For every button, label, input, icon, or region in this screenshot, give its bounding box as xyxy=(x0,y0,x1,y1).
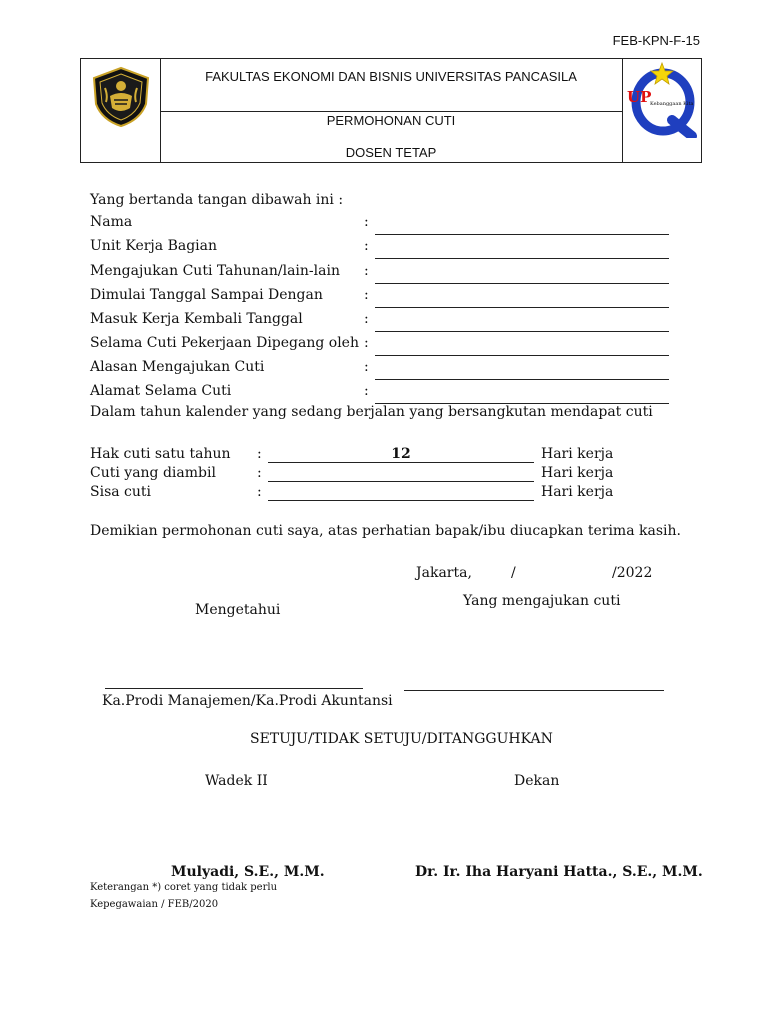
field-blank-line[interactable] xyxy=(375,258,669,259)
footer-reference: Kepegawaian / FEB/2020 xyxy=(90,899,219,910)
dekan-label: Dekan xyxy=(514,773,560,789)
field-colon: : xyxy=(364,335,369,351)
leave-blank-line[interactable] xyxy=(268,462,534,463)
field-colon: : xyxy=(364,383,369,399)
form-code: FEB-KPN-F-15 xyxy=(612,33,700,48)
up-logo-tagline: Kebanggaan Kita xyxy=(650,101,694,107)
field-label: Selama Cuti Pekerjaan Dipegang oleh xyxy=(90,335,359,351)
header-table xyxy=(80,58,702,163)
header-divider-right xyxy=(622,59,623,162)
applicant-signature-line xyxy=(404,690,664,691)
leave-unit: Hari kerja xyxy=(541,446,614,462)
field-label: Dimulai Tanggal Sampai Dengan xyxy=(90,287,323,303)
field-label: Unit Kerja Bagian xyxy=(90,238,218,254)
leave-colon: : xyxy=(257,465,262,481)
date-year: /2022 xyxy=(612,565,653,581)
leave-unit: Hari kerja xyxy=(541,465,614,481)
field-colon: : xyxy=(364,287,369,303)
dekan-name: Dr. Ir. Iha Haryani Hatta., S.E., M.M. xyxy=(415,864,703,880)
leave-label: Hak cuti satu tahun xyxy=(90,446,231,462)
field-colon: : xyxy=(364,311,369,327)
leave-value: 12 xyxy=(391,446,411,462)
field-label: Nama xyxy=(90,214,133,230)
form-title: PERMOHONAN CUTI xyxy=(326,113,456,128)
field-label: Alasan Mengajukan Cuti xyxy=(90,359,265,375)
field-colon: : xyxy=(364,238,369,254)
calendar-note: Dalam tahun kalender yang sedang berjalan yang bersangkutan mendapat cuti xyxy=(90,404,653,420)
leave-blank-line[interactable] xyxy=(268,481,534,482)
field-label: Masuk Kerja Kembali Tanggal xyxy=(90,311,303,327)
closing-statement: Demikian permohonan cuti saya, atas perhatian bapak/ibu diucapkan terima kasih. xyxy=(90,523,681,539)
acknowledge-label: Mengetahui xyxy=(195,602,281,618)
leave-label: Cuti yang diambil xyxy=(90,465,216,481)
date-separator: / xyxy=(511,565,516,581)
leave-blank-line[interactable] xyxy=(268,500,534,501)
field-blank-line[interactable] xyxy=(375,355,669,356)
institution-name: FAKULTAS EKONOMI DAN BISNIS UNIVERSITAS PANCASILA xyxy=(205,69,577,84)
field-blank-line[interactable] xyxy=(375,331,669,332)
place-label: Jakarta, xyxy=(416,565,472,581)
field-blank-line[interactable] xyxy=(375,283,669,284)
prodi-label: Ka.Prodi Manajemen/Ka.Prodi Akuntansi xyxy=(102,693,393,709)
applicant-label: Yang mengajukan cuti xyxy=(463,593,621,609)
approval-options: SETUJU/TIDAK SETUJU/DITANGGUHKAN xyxy=(250,731,553,747)
leave-label: Sisa cuti xyxy=(90,484,152,500)
university-emblem-logo xyxy=(90,66,152,128)
leave-colon: : xyxy=(257,446,262,462)
header-divider-middle xyxy=(160,111,622,112)
up-quality-logo xyxy=(626,62,700,138)
footnote: Keterangan *) coret yang tidak perlu xyxy=(90,882,278,893)
field-label: Mengajukan Cuti Tahunan/lain-lain xyxy=(90,263,340,279)
field-blank-line[interactable] xyxy=(375,379,669,380)
up-logo-letters: UP xyxy=(627,88,652,106)
intro-text: Yang bertanda tangan dibawah ini : xyxy=(90,192,344,208)
leave-colon: : xyxy=(257,484,262,500)
field-colon: : xyxy=(364,214,369,230)
field-colon: : xyxy=(364,263,369,279)
form-subtitle: DOSEN TETAP xyxy=(345,145,437,160)
leave-unit: Hari kerja xyxy=(541,484,614,500)
field-blank-line[interactable] xyxy=(375,234,669,235)
field-blank-line[interactable] xyxy=(375,307,669,308)
wadek-name: Mulyadi, S.E., M.M. xyxy=(171,864,325,880)
field-colon: : xyxy=(364,359,369,375)
field-label: Alamat Selama Cuti xyxy=(90,383,232,399)
prodi-signature-line xyxy=(105,688,363,689)
wadek-label: Wadek II xyxy=(205,773,268,789)
